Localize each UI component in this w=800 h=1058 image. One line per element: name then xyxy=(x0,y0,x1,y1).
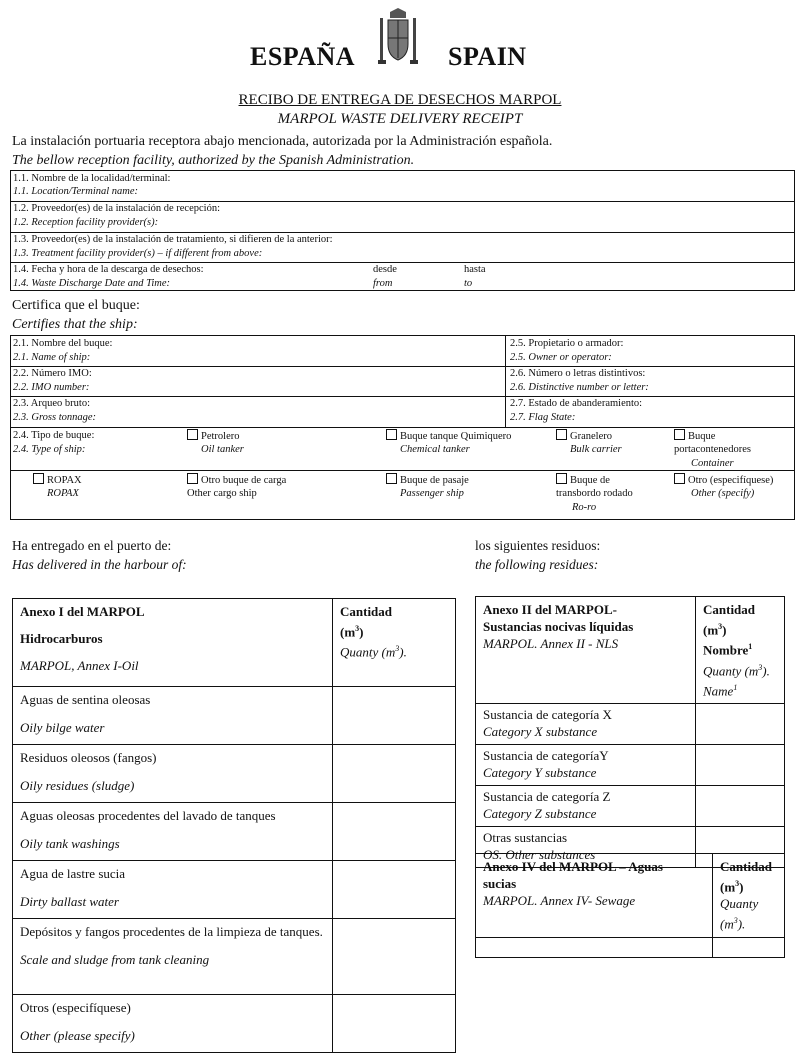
option-oil-tanker[interactable]: Petrolero xyxy=(187,429,240,443)
to-label-en: to xyxy=(464,278,473,289)
provider-label-en: 1.2. Reception facility provider(s): xyxy=(13,217,159,228)
checkbox-icon[interactable] xyxy=(556,473,567,484)
tonnage-label-en: 2.3. Gross tonnage: xyxy=(13,412,97,423)
quantity-cell[interactable] xyxy=(696,745,785,786)
unit-header: $(m^3)$ xyxy=(703,622,727,638)
owner-label-es: 2.5. Propietario o armador: xyxy=(510,338,624,349)
from-label-es: desde xyxy=(373,264,397,275)
option-chemical-tanker[interactable]: Buque tanque Quimiquero xyxy=(386,429,511,443)
option-chemical-tanker-en: Chemical tanker xyxy=(400,444,470,455)
checkbox-icon[interactable] xyxy=(33,473,44,484)
from-label-en: from xyxy=(373,278,393,289)
provider-label-es: 1.2. Proveedor(es) de la instalación de recepción: xyxy=(13,203,221,214)
to-label-es: hasta xyxy=(464,264,486,275)
ship-type-label-es: 2.4. Tipo de buque: xyxy=(13,430,95,441)
quantity-header: Cantidad xyxy=(703,602,756,617)
residues-label-en: the following residues: xyxy=(475,557,599,572)
quantity-cell[interactable] xyxy=(713,937,785,957)
quantity-cell[interactable] xyxy=(333,919,456,995)
name-header: Nombre$^1$ xyxy=(703,642,753,658)
title-english: MARPOL WASTE DELIVERY RECEIPT xyxy=(277,111,523,127)
table-row: Sustancia de categoría X Category X substance xyxy=(476,704,785,745)
quantity-header-en: Quanty $(m^3)$. xyxy=(340,644,407,660)
option-ro-ro[interactable]: Buque de xyxy=(556,473,610,487)
option-oil-tanker-en: Oil tanker xyxy=(201,444,244,455)
option-container-en: Container xyxy=(691,458,734,469)
flag-label-en: 2.7. Flag State: xyxy=(510,412,576,423)
intro-spanish: La instalación portuaria receptora abajo mencionada, autorizada por la Administración española. xyxy=(12,134,553,149)
quantity-header-en: Quanty $(m^3)$. xyxy=(703,662,770,678)
quantity-header: Cantidad xyxy=(720,859,773,874)
residues-label-es: los siguientes residuos: xyxy=(475,538,601,553)
quantity-cell[interactable] xyxy=(696,704,785,745)
table-row: Aguas de sentina oleosas Oily bilge water xyxy=(13,687,456,745)
quantity-header-en: Quanty xyxy=(720,896,759,912)
annex-4-title: Anexo IV del MARPOL – Aguas xyxy=(483,859,663,874)
option-bulk-carrier-en: Bulk carrier xyxy=(570,444,622,455)
owner-label-en: 2.5. Owner or operator: xyxy=(510,352,612,363)
header-right: SPAIN xyxy=(448,42,527,71)
table-row: Otros (especifíquese) Other (please specify) xyxy=(13,995,456,1053)
checkbox-icon[interactable] xyxy=(674,429,685,440)
unit-header: $(m^3)$ xyxy=(720,879,744,895)
quantity-cell[interactable] xyxy=(333,995,456,1053)
option-ro-ro-es2: transbordo rodado xyxy=(556,488,633,499)
quantity-header: Cantidad xyxy=(340,604,393,619)
checkbox-icon[interactable] xyxy=(386,429,397,440)
intro-english: The bellow reception facility, authorized by the Spanish Administration. xyxy=(12,153,415,168)
annex-1-subtitle: Hidrocarburos xyxy=(20,631,103,646)
option-passenger[interactable]: Buque de pasaje xyxy=(386,473,469,487)
checkbox-icon[interactable] xyxy=(187,429,198,440)
checkbox-icon[interactable] xyxy=(556,429,567,440)
annex-2-table xyxy=(475,596,785,868)
annex-1-table xyxy=(12,598,456,1053)
checkbox-icon[interactable] xyxy=(187,473,198,484)
imo-label-es: 2.2. Número IMO: xyxy=(13,368,92,379)
table-row xyxy=(476,937,785,957)
discharge-label-en: 1.4. Waste Discharge Date and Time: xyxy=(13,278,171,289)
table-row: Otras sustancias OS. Other substances xyxy=(476,827,785,868)
table-row: Residuos oleosos (fangos) Oily residues (sludge) xyxy=(13,745,456,803)
imo-label-en: 2.2. IMO number: xyxy=(13,382,90,393)
table-row: Aguas oleosas procedentes del lavado de tanques Oily tank washings xyxy=(13,803,456,861)
location-label-es: 1.1. Nombre de la localidad/terminal: xyxy=(13,173,171,184)
flag-label-es: 2.7. Estado de abanderamiento: xyxy=(510,398,643,409)
option-other[interactable]: Otro (especifíquese) xyxy=(674,473,773,487)
coat-of-arms-icon xyxy=(374,8,422,68)
option-other-cargo[interactable]: Otro buque de carga xyxy=(187,473,286,487)
option-container-es2: portacontenedores xyxy=(674,444,751,455)
discharge-label-es: 1.4. Fecha y hora de la descarga de desechos: xyxy=(13,264,204,275)
annex-4-english: MARPOL. Annex IV- Sewage xyxy=(483,893,636,908)
treatment-label-es: 1.3. Proveedor(es) de la instalación de tratamiento, si difieren de la anterior: xyxy=(13,234,333,245)
table-row: Agua de lastre sucia Dirty ballast water xyxy=(13,861,456,919)
location-label-en: 1.1. Location/Terminal name: xyxy=(13,186,139,197)
option-bulk-carrier[interactable]: Granelero xyxy=(556,429,612,443)
option-passenger-en: Passenger ship xyxy=(400,488,464,499)
quantity-cell[interactable] xyxy=(333,687,456,745)
checkbox-icon[interactable] xyxy=(386,473,397,484)
header-left: ESPAÑA xyxy=(250,42,356,71)
ship-type-label-en: 2.4. Type of ship: xyxy=(13,444,86,455)
port-label-es: Ha entregado en el puerto de: xyxy=(12,538,172,553)
quantity-cell[interactable] xyxy=(333,861,456,919)
checkbox-icon[interactable] xyxy=(674,473,685,484)
annex-4-subtitle: sucias xyxy=(483,876,517,891)
option-other-en: Other (specify) xyxy=(691,488,755,499)
annex-1-english: MARPOL, Annex I-Oil xyxy=(20,658,139,673)
table-row: Depósitos y fangos procedentes de la limpieza de tanques. Scale and sludge from tank cleaning xyxy=(13,919,456,995)
annex-2-english: MARPOL. Annex II - NLS xyxy=(483,636,619,651)
distinctive-label-en: 2.6. Distinctive number or letter: xyxy=(510,382,649,393)
table-row: Sustancia de categoría Z Category Z substance xyxy=(476,786,785,827)
sewage-cell[interactable] xyxy=(476,937,713,957)
option-container[interactable]: Buque xyxy=(674,429,715,443)
quantity-cell[interactable] xyxy=(333,803,456,861)
unit-header: $(m^3)$ xyxy=(340,624,364,640)
table-row: Sustancia de categoríaY Category Y substance xyxy=(476,745,785,786)
annex-1-title: Anexo I del MARPOL xyxy=(20,604,145,619)
option-ro-ro-en: Ro-ro xyxy=(572,502,597,513)
quantity-cell[interactable] xyxy=(696,786,785,827)
port-label-en: Has delivered in the harbour of: xyxy=(12,557,187,572)
annex-2-subtitle: Sustancias nocivas líquidas xyxy=(483,619,634,634)
annex-4-table xyxy=(475,853,785,958)
treatment-label-en: 1.3. Treatment facility provider(s) – if different from above: xyxy=(13,248,263,259)
ship-name-label-en: 2.1. Name of ship: xyxy=(13,352,91,363)
title-spanish: RECIBO DE ENTREGA DE DESECHOS MARPOL xyxy=(238,92,562,108)
ship-box xyxy=(10,335,795,520)
option-ropax-en: ROPAX xyxy=(47,488,79,499)
unit-header-en: $(m^3)$. xyxy=(720,916,746,932)
certify-english: Certifies that the ship: xyxy=(12,317,138,332)
option-ropax[interactable]: ROPAX xyxy=(33,473,82,487)
name-header-en: Name$^1$ xyxy=(703,682,738,699)
distinctive-label-es: 2.6. Número o letras distintivos: xyxy=(510,368,646,379)
quantity-cell[interactable] xyxy=(333,745,456,803)
ship-name-label-es: 2.1. Nombre del buque: xyxy=(13,338,113,349)
facility-box xyxy=(10,170,795,291)
tonnage-label-es: 2.3. Arqueo bruto: xyxy=(13,398,90,409)
certify-spanish: Certifica que el buque: xyxy=(12,298,140,313)
annex-2-title: Anexo II del MARPOL- xyxy=(483,602,617,617)
option-other-cargo-en: Other cargo ship xyxy=(187,488,257,499)
